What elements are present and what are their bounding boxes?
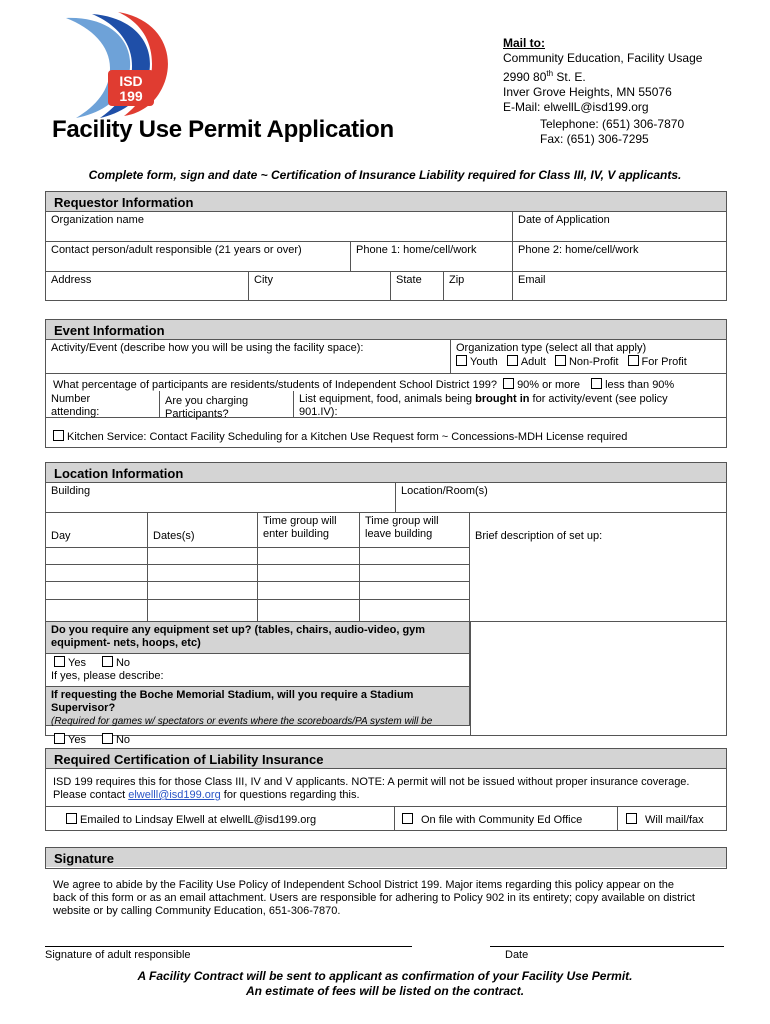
stadium-no-checkbox[interactable] <box>102 733 113 744</box>
nonprofit-checkbox[interactable] <box>555 355 566 366</box>
column-divider <box>470 622 471 736</box>
organization-name-field[interactable]: Organization name <box>46 212 513 242</box>
insurance-heading: Required Certification of Liability Insurance <box>46 749 726 769</box>
charging-field[interactable]: Are you charging Participants? <box>160 391 294 418</box>
page-title: Facility Use Permit Application <box>52 116 394 143</box>
signature-text-3: website or by calling Community Education, 651-306-7870. <box>53 905 341 917</box>
less-ninety-checkbox[interactable] <box>591 378 602 389</box>
state-field[interactable]: State <box>391 272 444 301</box>
schedule-cell[interactable] <box>360 565 470 582</box>
kitchen-checkbox[interactable] <box>53 430 64 441</box>
phone-1-field[interactable]: Phone 1: home/cell/work <box>351 242 513 272</box>
signature-text-2: back of this form or as an email attachment. Users are responsible for adhering to Policy 902 in its entirety; copy available on district <box>53 892 695 904</box>
signature-section <box>45 847 727 869</box>
mail-line-1: Community Education, Facility Usage <box>503 51 703 65</box>
schedule-cell[interactable] <box>258 582 360 600</box>
onfile-checkbox[interactable] <box>402 813 413 824</box>
activity-field[interactable]: Activity/Event (describe how you will be using the facility space): <box>46 340 451 374</box>
ninety-more-checkbox[interactable] <box>503 378 514 389</box>
insurance-text-1: ISD 199 requires this for those Class III, IV and V applicants. NOTE: A permit will not be issued without proper insurance coverage. <box>53 776 690 788</box>
day-header: Day <box>46 513 148 548</box>
kitchen-service-row: Kitchen Service: Contact Facility Scheduling for a Kitchen Use Request form ~ Concessions-MDH License required <box>53 430 627 444</box>
willmail-checkbox[interactable] <box>626 813 637 824</box>
equipment-setup-answer: Yes No If yes, please describe: <box>46 654 470 687</box>
date-line[interactable] <box>490 946 724 947</box>
stadium-answer: Yes No <box>54 733 130 747</box>
schedule-cell[interactable] <box>148 600 258 622</box>
signature-text-1: We agree to abide by the Facility Use Policy of Independent School District 199. Major items regarding this policy appear on the <box>53 879 675 891</box>
requestor-section <box>45 191 727 301</box>
setup-description-field[interactable]: Brief description of set up: <box>470 513 726 622</box>
event-section <box>45 319 727 448</box>
organization-type-label: Organization type (select all that apply) <box>456 342 647 354</box>
schedule-cell[interactable] <box>46 548 148 565</box>
onfile-option: On file with Community Ed Office <box>402 813 582 827</box>
emailed-option: Emailed to Lindsay Elwell at elwellL@isd199.org <box>66 813 316 827</box>
fax: Fax: (651) 306-7295 <box>540 132 649 146</box>
forprofit-checkbox[interactable] <box>628 355 639 366</box>
event-heading: Event Information <box>46 320 726 340</box>
mail-line-2: 2990 80th St. E. <box>503 69 586 84</box>
location-section <box>45 462 727 746</box>
building-field[interactable]: Building <box>46 483 396 513</box>
location-room-field[interactable]: Location/Room(s) <box>396 483 726 513</box>
schedule-cell[interactable] <box>148 582 258 600</box>
isd199-logo <box>48 10 178 122</box>
mail-to-label: Mail to: <box>503 36 545 50</box>
organization-type-group: Organization type (select all that apply) Youth Adult Non-Profit For Profit <box>451 340 726 374</box>
willmail-option: Will mail/fax <box>626 813 704 827</box>
equipment-setup-question: Do you require any equipment set up? (tables, chairs, audio-video, gym equipment- nets, hoops, etc) <box>46 622 470 654</box>
equipment-yes-checkbox[interactable] <box>54 656 65 667</box>
telephone: Telephone: (651) 306-7870 <box>540 117 685 131</box>
leave-time-header: Time group will leave building <box>360 513 470 548</box>
address-field[interactable]: Address <box>46 272 249 301</box>
insurance-text-2: Please contact elwelll@isd199.org for questions regarding this. <box>53 789 360 801</box>
contact-phone-block <box>540 117 684 147</box>
schedule-cell[interactable] <box>46 582 148 600</box>
schedule-cell[interactable] <box>46 600 148 622</box>
email-field[interactable]: Email <box>518 274 546 286</box>
schedule-cell[interactable] <box>360 548 470 565</box>
insurance-section <box>45 748 727 831</box>
requestor-heading: Requestor Information <box>46 192 726 212</box>
schedule-cell[interactable] <box>360 582 470 600</box>
percentage-question: What percentage of participants are residents/students of Independent School District 199? 90% or more less than 90% <box>53 379 675 391</box>
mail-line-3: Inver Grove Heights, MN 55076 <box>503 85 672 99</box>
zip-field[interactable]: Zip <box>444 272 513 301</box>
location-heading: Location Information <box>46 463 726 483</box>
schedule-cell[interactable] <box>258 565 360 582</box>
schedule-cell[interactable] <box>46 565 148 582</box>
footer-line-2: An estimate of fees will be listed on the contract. <box>245 984 525 998</box>
footer-line-1: A Facility Contract will be sent to applicant as confirmation of your Facility Use Permit. <box>137 969 633 983</box>
equipment-brought-field[interactable]: List equipment, food, animals being brought in for activity/event (see policy 901.IV): <box>294 391 726 418</box>
signature-line[interactable] <box>45 946 412 947</box>
instructions: Complete form, sign and date ~ Certification of Insurance Liability required for Class III, IV, V applicants. <box>88 168 682 182</box>
logo-text-isd: ISD <box>119 73 143 89</box>
logo-text-199: 199 <box>119 88 143 104</box>
dates-header: Dates(s) <box>148 513 258 548</box>
schedule-cell[interactable] <box>258 600 360 622</box>
emailed-checkbox[interactable] <box>66 813 77 824</box>
schedule-cell[interactable] <box>360 600 470 622</box>
schedule-cell[interactable] <box>148 565 258 582</box>
schedule-cell[interactable] <box>148 548 258 565</box>
date-of-application-field[interactable]: Date of Application <box>513 212 726 242</box>
youth-checkbox[interactable] <box>456 355 467 366</box>
schedule-cell[interactable] <box>258 548 360 565</box>
date-label: Date <box>505 949 529 961</box>
mail-to-block <box>503 36 702 115</box>
stadium-yes-checkbox[interactable] <box>54 733 65 744</box>
contact-person-field[interactable]: Contact person/adult responsible (21 years or over) <box>46 242 351 272</box>
adult-checkbox[interactable] <box>507 355 518 366</box>
mail-email: E-Mail: elwellL@isd199.org <box>503 100 649 114</box>
insurance-email-link[interactable]: elwelll@isd199.org <box>128 789 221 801</box>
stadium-question: If requesting the Boche Memorial Stadium, will you require a Stadium Supervisor? (Required for games w/ spectators or events where the scoreboards/PA system will be <box>46 687 470 726</box>
city-field[interactable]: City <box>249 272 391 301</box>
enter-time-header: Time group will enter building <box>258 513 360 548</box>
number-attending-field[interactable]: Number attending: <box>46 391 160 418</box>
phone-2-field[interactable]: Phone 2: home/cell/work <box>513 242 726 272</box>
describe-label: If yes, please describe: <box>51 670 164 682</box>
equipment-no-checkbox[interactable] <box>102 656 113 667</box>
signature-heading: Signature <box>46 848 726 867</box>
signature-label: Signature of adult responsible <box>45 949 191 961</box>
